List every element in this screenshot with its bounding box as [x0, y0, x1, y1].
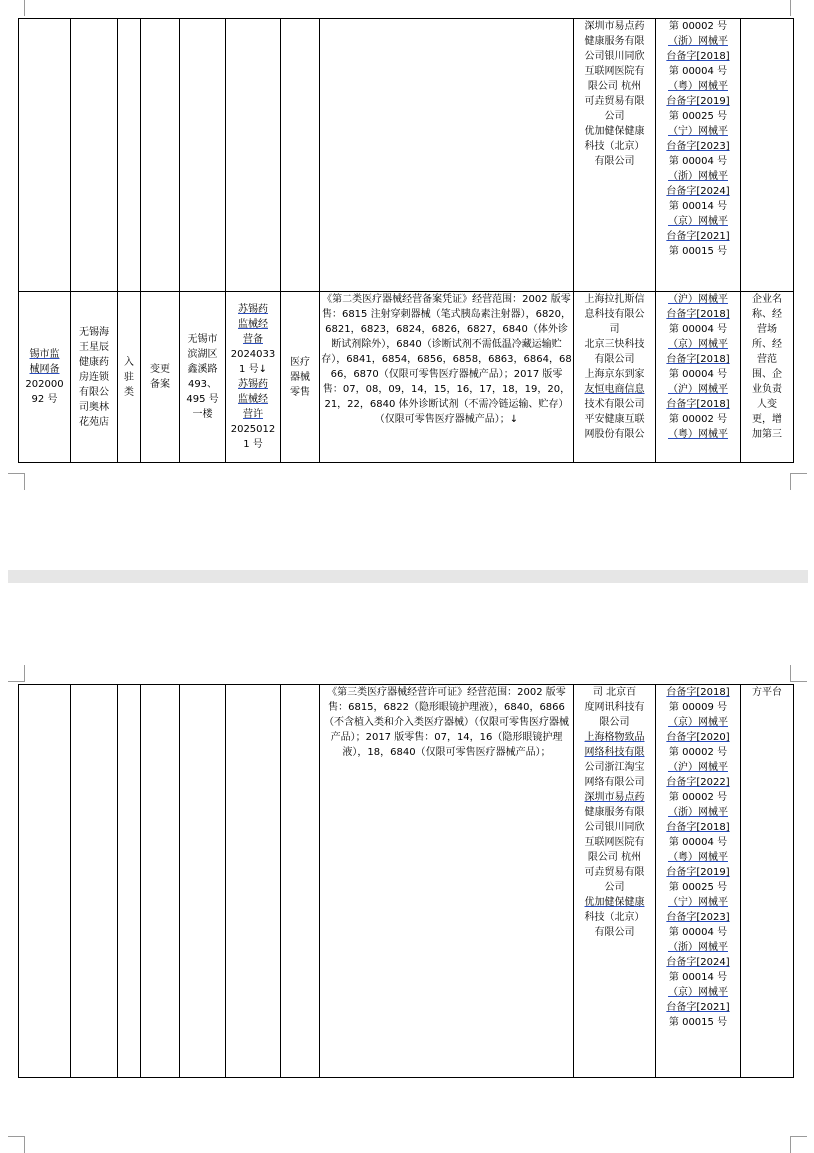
empty-cell [741, 19, 794, 292]
empty-cell [281, 685, 320, 1078]
cell-line: 台备字[2018] [666, 399, 730, 410]
cell-line: 第 00002 号 [668, 792, 728, 803]
cell-line: 限公司 杭州 [587, 81, 642, 92]
cell-line: 第 00025 号 [668, 882, 728, 893]
empty-cell [19, 685, 71, 1078]
change-type-cell [141, 292, 180, 463]
cell-line: 网络有限公司 [584, 777, 645, 788]
cell-line: 零售 [290, 386, 310, 398]
platform-filing-cell [656, 685, 741, 1078]
cell-line: 监械经 [238, 394, 268, 405]
cell-line: 公司银川同欣 [584, 51, 645, 62]
cell-line: （京）网械平 [668, 717, 728, 728]
cell-line: （京）网械平 [668, 987, 728, 998]
empty-cell [118, 685, 141, 1078]
cell-line: 公司银川同欣 [584, 822, 645, 833]
cell-line: 平安健康互联 [584, 414, 645, 425]
cell-line: 公司 [604, 111, 625, 122]
cell-line: （京）网械平 [668, 339, 728, 350]
empty-cell [141, 685, 180, 1078]
address-cell [180, 292, 226, 463]
crop-mark [8, 0, 25, 16]
cell-line: 2025012 [230, 424, 276, 435]
cell-line: 限公司 [599, 717, 630, 728]
cell-line: 营范 [757, 354, 777, 365]
cell-line: 苏锡药 [238, 304, 268, 315]
crop-mark [790, 473, 807, 490]
cell-line: 台备字[2020] [666, 732, 730, 743]
cell-line: 科技（北京） [584, 141, 645, 152]
cell-line: （粤）网械平 [668, 852, 728, 863]
cell-line: 备案 [150, 379, 170, 390]
table-row [19, 292, 794, 463]
cell-line: 锡市监 [29, 349, 60, 360]
crop-mark [790, 665, 807, 682]
crop-mark [790, 0, 807, 16]
empty-cell [320, 19, 574, 292]
cell-line: 台备字[2021] [666, 1002, 730, 1013]
cell-line: 台备字[2022] [666, 777, 730, 788]
filing-table-page-1 [18, 18, 794, 463]
document-page-2 [0, 583, 814, 1152]
cell-line: 加第三 [752, 429, 782, 440]
empty-cell [118, 19, 141, 292]
cell-line: 互联网医院有 [584, 837, 645, 848]
cell-line: 第 00009 号 [668, 702, 728, 713]
cell-line: （粤）网械平 [668, 81, 728, 92]
cell-line: 第 00015 号 [668, 1017, 728, 1028]
cell-line: 495 号 [186, 394, 219, 405]
cell-line: 围、企 [752, 369, 782, 380]
cell-line: 第 00004 号 [668, 927, 728, 938]
cell-line: 鑫溪路 [187, 364, 218, 375]
document-page-1 [0, 0, 814, 570]
table-row [19, 685, 794, 1078]
cell-line: 有限公 [79, 386, 109, 398]
cell-line: 器械 [290, 371, 310, 383]
empty-cell [180, 19, 226, 292]
cell-line: 营场 [757, 324, 777, 335]
cell-line: 第 00002 号 [668, 414, 728, 425]
business-scope-cell: 《第三类医疗器械经营许可证》经营范围：2002 版零售：6815，6822（隐形眼镜护理液），6840，6866（不含植入类和介入类医疗器械）（仅限可零售医疗器械产品）；2017 版零售：07，14，16（隐形眼镜护理液），18，6840（仅限可零售医疗器械产品）； [320, 685, 574, 1078]
business-scope-cell: 《第二类医疗器械经营备案凭证》经营范围：2002 版零售：6815 注射穿刺器械（笔式胰岛素注射器），6820，6821，6823，6824，6826，6827，6840（体外诊断试剂除外），6840（诊断试剂不需低温冷藏运输贮存），6841，6854，6856，6858，6863，6864，6866，6870（仅限可零售医疗器械产品）；2017 版零售：07，08，09，14，15，16，17，18，19，20，21，22，6840 体外诊断试剂（不需冷链运输、贮存）（仅限可零售医疗器械产品）；↓ [320, 292, 574, 463]
empty-cell [226, 685, 281, 1078]
cell-line: 王星辰 [79, 341, 109, 353]
cell-line: 企业名 [752, 294, 782, 305]
cell-line: 可垚贸易有限 [584, 96, 645, 107]
cell-line: 台备字[2023] [666, 912, 730, 923]
cell-line: 台备字[2018] [666, 822, 730, 833]
filing-table-page-2 [18, 684, 794, 1078]
cell-line: 493、 [187, 379, 218, 390]
crop-mark [8, 473, 25, 490]
cell-line: 健康药 [79, 356, 109, 368]
cell-line: 房连锁 [79, 371, 109, 383]
cell-line: 变更 [150, 364, 170, 375]
cell-line: 1 号↓ [239, 364, 267, 375]
empty-cell [281, 19, 320, 292]
cell-line: 类 [124, 386, 134, 398]
cell-line: 更，增 [752, 414, 782, 425]
cell-line: 苏锡药 [238, 379, 268, 390]
cell-line: 入 [124, 356, 134, 368]
cell-line: 健康服务有限 [584, 36, 645, 47]
table-row [19, 19, 794, 292]
cell-line: 第 00014 号 [668, 201, 728, 212]
cell-line: 台备字[2019] [666, 96, 730, 107]
cell-line: 北京三快科技 [584, 339, 645, 350]
empty-cell [226, 19, 281, 292]
cell-line: 台备字[2018] [666, 309, 730, 320]
empty-cell [71, 685, 118, 1078]
license-cell [226, 292, 281, 463]
cell-line: 业负责 [752, 384, 782, 395]
cell-line: 第 00002 号 [668, 21, 728, 32]
cell-line: 无锡海 [79, 326, 109, 338]
cell-line: （粤）网械平 [668, 429, 728, 440]
cell-line: 医疗 [290, 356, 310, 368]
cell-line: 息科技有限公 [584, 309, 645, 320]
cell-line: （浙）网械平 [668, 807, 728, 818]
change-items-cell [741, 292, 794, 463]
cell-line: 上海格物致品 [584, 732, 645, 743]
cell-line: （浙）网械平 [668, 36, 728, 47]
cell-line: 1 号 [243, 439, 263, 450]
filing-number-cell [19, 292, 71, 463]
cell-line: 公司浙江淘宝 [584, 762, 645, 773]
cell-line: 称、经 [752, 309, 782, 320]
cell-line: 上海拉扎斯信 [584, 294, 645, 305]
cell-line: 人变 [757, 399, 777, 410]
cell-line: 科技（北京） [584, 912, 645, 923]
cell-line: 公司 [604, 882, 625, 893]
platform-filing-cell [656, 292, 741, 463]
cell-line: 监械经 [238, 319, 268, 330]
cell-line: 营许 [243, 409, 263, 420]
cell-line: （浙）网械平 [668, 171, 728, 182]
cell-line: 202000 [25, 379, 64, 390]
cell-line: 台备字[2018] [666, 354, 730, 365]
cell-line: 网股份有限公 [584, 429, 645, 440]
cell-line: 第 00004 号 [668, 837, 728, 848]
cell-line: 台备字[2024] [666, 186, 730, 197]
cell-line: 92 号 [31, 394, 58, 405]
cell-line: 台备字[2024] [666, 957, 730, 968]
cell-line: 第 00015 号 [668, 246, 728, 257]
crop-mark [8, 1136, 25, 1153]
cell-line: 司 [609, 324, 620, 335]
cell-line: 优加健保健康 [584, 897, 645, 908]
cell-line: 有限公司 [594, 354, 635, 365]
cell-line: 第 00004 号 [668, 324, 728, 335]
cell-line: 第 00014 号 [668, 972, 728, 983]
cell-line: 健康服务有限 [584, 807, 645, 818]
cell-line: 有限公司 [594, 156, 635, 167]
category-cell [281, 292, 320, 463]
cell-line: 台备字[2018] [666, 51, 730, 62]
cell-line: 台备字[2018] [666, 687, 730, 698]
cell-line: （宁）网械平 [668, 897, 728, 908]
cell-line: （京）网械平 [668, 216, 728, 227]
cell-line: 台备字[2021] [666, 231, 730, 242]
cell-line: 司奥林 [79, 401, 109, 413]
cell-line: 网络科技有限 [584, 747, 645, 758]
empty-cell [19, 19, 71, 292]
cell-line: 台备字[2019] [666, 867, 730, 878]
cell-line: 第 00004 号 [668, 369, 728, 380]
page-gap [8, 570, 808, 583]
cell-line: 深圳市易点药 [584, 792, 645, 803]
cell-line: 第 00004 号 [668, 66, 728, 77]
empty-cell [71, 19, 118, 292]
platform-cell [574, 19, 656, 292]
cell-line: （沪）网械平 [668, 384, 728, 395]
cell-line: 互联网医院有 [584, 66, 645, 77]
cell-line: 友恒电商信息 [584, 384, 645, 395]
cell-line: 花苑店 [79, 416, 109, 428]
empty-cell [180, 685, 226, 1078]
cell-line: 滨湖区 [187, 349, 218, 360]
cell-line: 深圳市易点药 [584, 21, 645, 32]
platform-filing-cell [656, 19, 741, 292]
cell-line: 限公司 杭州 [587, 852, 642, 863]
cell-line: 台备字[2023] [666, 141, 730, 152]
cell-line: 2024033 [230, 349, 276, 360]
cell-line: 第 00004 号 [668, 156, 728, 167]
cell-line: （宁）网械平 [668, 126, 728, 137]
cell-line: 可垚贸易有限 [584, 867, 645, 878]
crop-mark [8, 665, 25, 682]
cell-line: 有限公司 [594, 927, 635, 938]
entry-type-cell [118, 292, 141, 463]
change-items-cell: 方平台 [741, 685, 794, 1078]
cell-line: 无锡市 [187, 334, 218, 345]
cell-line: （浙）网械平 [668, 942, 728, 953]
cell-line: 驻 [124, 371, 134, 383]
cell-line: 械网备 [29, 364, 60, 375]
cell-line: 第 00002 号 [668, 747, 728, 758]
cell-line: （沪）网械平 [668, 762, 728, 773]
cell-line: 上海京东到家 [584, 369, 645, 380]
cell-line: （沪）网械平 [668, 294, 728, 305]
cell-line: 营备 [243, 334, 263, 345]
platform-cell [574, 292, 656, 463]
cell-line: 度网讯科技有 [584, 702, 645, 713]
crop-mark [790, 1136, 807, 1153]
platform-cell [574, 685, 656, 1078]
cell-line: 司 北京百 [592, 687, 637, 698]
cell-line: 所、经 [752, 339, 782, 350]
cell-line: 第 00025 号 [668, 111, 728, 122]
cell-line: 技术有限公司 [584, 399, 645, 410]
empty-cell [141, 19, 180, 292]
company-cell [71, 292, 118, 463]
cell-line: 优加健保健康 [584, 126, 645, 137]
cell-line: 一楼 [192, 409, 213, 420]
